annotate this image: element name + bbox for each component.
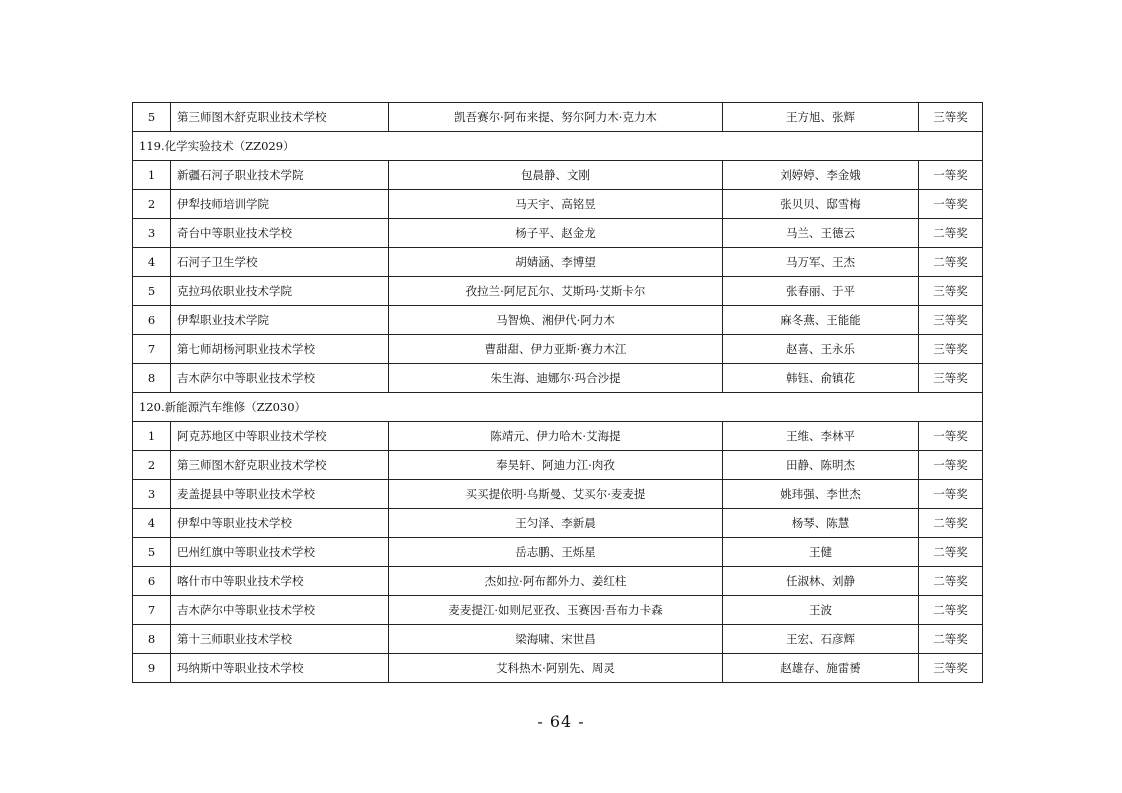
teacher-names: 刘婷婷、李金娥 bbox=[723, 161, 919, 190]
school-name: 伊犁技师培训学院 bbox=[171, 190, 389, 219]
award-level: 三等奖 bbox=[919, 335, 983, 364]
school-name: 伊犁中等职业技术学校 bbox=[171, 509, 389, 538]
student-names: 马天宇、高铭昱 bbox=[389, 190, 723, 219]
award-level: 一等奖 bbox=[919, 190, 983, 219]
student-names: 孜拉兰·阿尼瓦尔、艾斯玛·艾斯卡尔 bbox=[389, 277, 723, 306]
award-level: 二等奖 bbox=[919, 248, 983, 277]
school-name: 麦盖提县中等职业技术学校 bbox=[171, 480, 389, 509]
student-names: 朱生海、迪娜尔·玛合沙提 bbox=[389, 364, 723, 393]
table-row bbox=[133, 277, 983, 306]
section-title: 120.新能源汽车维修（ZZ030） bbox=[133, 393, 983, 422]
table-row bbox=[133, 103, 983, 132]
teacher-names: 马万军、王杰 bbox=[723, 248, 919, 277]
teacher-names: 王健 bbox=[723, 538, 919, 567]
teacher-names: 王宏、石彦辉 bbox=[723, 625, 919, 654]
school-name: 喀什市中等职业技术学校 bbox=[171, 567, 389, 596]
student-names: 买买提依明·乌斯曼、艾买尔·麦麦提 bbox=[389, 480, 723, 509]
award-level: 二等奖 bbox=[919, 596, 983, 625]
student-names: 陈靖元、伊力哈木·艾海提 bbox=[389, 422, 723, 451]
teacher-names: 姚玮强、李世杰 bbox=[723, 480, 919, 509]
award-level: 二等奖 bbox=[919, 219, 983, 248]
award-level: 三等奖 bbox=[919, 364, 983, 393]
table-row bbox=[133, 248, 983, 277]
school-name: 奇台中等职业技术学校 bbox=[171, 219, 389, 248]
school-name: 吉木萨尔中等职业技术学校 bbox=[171, 596, 389, 625]
award-level: 二等奖 bbox=[919, 509, 983, 538]
school-name: 第七师胡杨河职业技术学校 bbox=[171, 335, 389, 364]
school-name: 玛纳斯中等职业技术学校 bbox=[171, 654, 389, 683]
row-number: 1 bbox=[133, 161, 171, 190]
school-name: 第三师图木舒克职业技术学校 bbox=[171, 451, 389, 480]
teacher-names: 王方旭、张辉 bbox=[723, 103, 919, 132]
row-number: 6 bbox=[133, 306, 171, 335]
student-names: 包晨静、文刚 bbox=[389, 161, 723, 190]
row-number: 2 bbox=[133, 451, 171, 480]
row-number: 8 bbox=[133, 625, 171, 654]
teacher-names: 王维、李林平 bbox=[723, 422, 919, 451]
teacher-names: 张贝贝、邸雪梅 bbox=[723, 190, 919, 219]
section-title: 119.化学实验技术（ZZ029） bbox=[133, 132, 983, 161]
student-names: 马智焕、湘伊代·阿力木 bbox=[389, 306, 723, 335]
table-row bbox=[133, 335, 983, 364]
table-row bbox=[133, 509, 983, 538]
row-number: 4 bbox=[133, 509, 171, 538]
award-level: 三等奖 bbox=[919, 103, 983, 132]
row-number: 5 bbox=[133, 538, 171, 567]
row-number: 8 bbox=[133, 364, 171, 393]
school-name: 石河子卫生学校 bbox=[171, 248, 389, 277]
row-number: 7 bbox=[133, 596, 171, 625]
student-names: 王匀泽、李新晨 bbox=[389, 509, 723, 538]
results-table bbox=[132, 102, 983, 683]
row-number: 5 bbox=[133, 277, 171, 306]
school-name: 第十三师职业技术学校 bbox=[171, 625, 389, 654]
award-level: 二等奖 bbox=[919, 625, 983, 654]
row-number: 1 bbox=[133, 422, 171, 451]
teacher-names: 赵雄存、施雷赟 bbox=[723, 654, 919, 683]
table-row bbox=[133, 654, 983, 683]
table-row bbox=[133, 596, 983, 625]
teacher-names: 王波 bbox=[723, 596, 919, 625]
table-row bbox=[133, 219, 983, 248]
table-row bbox=[133, 364, 983, 393]
row-number: 7 bbox=[133, 335, 171, 364]
school-name: 伊犁职业技术学院 bbox=[171, 306, 389, 335]
table-row bbox=[133, 161, 983, 190]
row-number: 4 bbox=[133, 248, 171, 277]
student-names: 胡婧涵、李博望 bbox=[389, 248, 723, 277]
school-name: 吉木萨尔中等职业技术学校 bbox=[171, 364, 389, 393]
section-header-row bbox=[133, 132, 983, 161]
teacher-names: 赵喜、王永乐 bbox=[723, 335, 919, 364]
teacher-names: 麻冬燕、王能能 bbox=[723, 306, 919, 335]
table-row bbox=[133, 538, 983, 567]
school-name: 克拉玛依职业技术学院 bbox=[171, 277, 389, 306]
award-level: 一等奖 bbox=[919, 161, 983, 190]
student-names: 奉昊轩、阿迪力江·肉孜 bbox=[389, 451, 723, 480]
table-row bbox=[133, 422, 983, 451]
award-level: 三等奖 bbox=[919, 306, 983, 335]
teacher-names: 韩钰、俞镇花 bbox=[723, 364, 919, 393]
student-names: 杰如拉·阿布都外力、姜红柱 bbox=[389, 567, 723, 596]
table-row bbox=[133, 306, 983, 335]
table-row bbox=[133, 567, 983, 596]
teacher-names: 田静、陈明杰 bbox=[723, 451, 919, 480]
student-names: 杨子平、赵金龙 bbox=[389, 219, 723, 248]
teacher-names: 杨琴、陈慧 bbox=[723, 509, 919, 538]
teacher-names: 张春丽、于平 bbox=[723, 277, 919, 306]
table-row bbox=[133, 480, 983, 509]
student-names: 曹甜甜、伊力亚斯·赛力木江 bbox=[389, 335, 723, 364]
award-level: 二等奖 bbox=[919, 538, 983, 567]
page-number: - 64 - bbox=[537, 712, 585, 731]
row-number: 3 bbox=[133, 219, 171, 248]
row-number: 9 bbox=[133, 654, 171, 683]
student-names: 艾科热木·阿别先、周灵 bbox=[389, 654, 723, 683]
award-level: 一等奖 bbox=[919, 451, 983, 480]
award-level: 一等奖 bbox=[919, 480, 983, 509]
student-names: 凯吾赛尔·阿布来提、努尔阿力木·克力木 bbox=[389, 103, 723, 132]
school-name: 第三师图木舒克职业技术学校 bbox=[171, 103, 389, 132]
row-number: 6 bbox=[133, 567, 171, 596]
award-level: 三等奖 bbox=[919, 654, 983, 683]
section-header-row bbox=[133, 393, 983, 422]
award-level: 二等奖 bbox=[919, 567, 983, 596]
row-number: 3 bbox=[133, 480, 171, 509]
teacher-names: 马兰、王德云 bbox=[723, 219, 919, 248]
student-names: 梁海啸、宋世昌 bbox=[389, 625, 723, 654]
teacher-names: 任淑林、刘静 bbox=[723, 567, 919, 596]
award-level: 一等奖 bbox=[919, 422, 983, 451]
award-level: 三等奖 bbox=[919, 277, 983, 306]
school-name: 巴州红旗中等职业技术学校 bbox=[171, 538, 389, 567]
table-row bbox=[133, 625, 983, 654]
row-number: 2 bbox=[133, 190, 171, 219]
school-name: 阿克苏地区中等职业技术学校 bbox=[171, 422, 389, 451]
school-name: 新疆石河子职业技术学院 bbox=[171, 161, 389, 190]
student-names: 岳志鹏、王烁星 bbox=[389, 538, 723, 567]
table-row bbox=[133, 451, 983, 480]
table-row bbox=[133, 190, 983, 219]
row-number: 5 bbox=[133, 103, 171, 132]
student-names: 麦麦提江·如则尼亚孜、玉赛因·吾布力卡森 bbox=[389, 596, 723, 625]
results-table-body bbox=[133, 103, 983, 683]
